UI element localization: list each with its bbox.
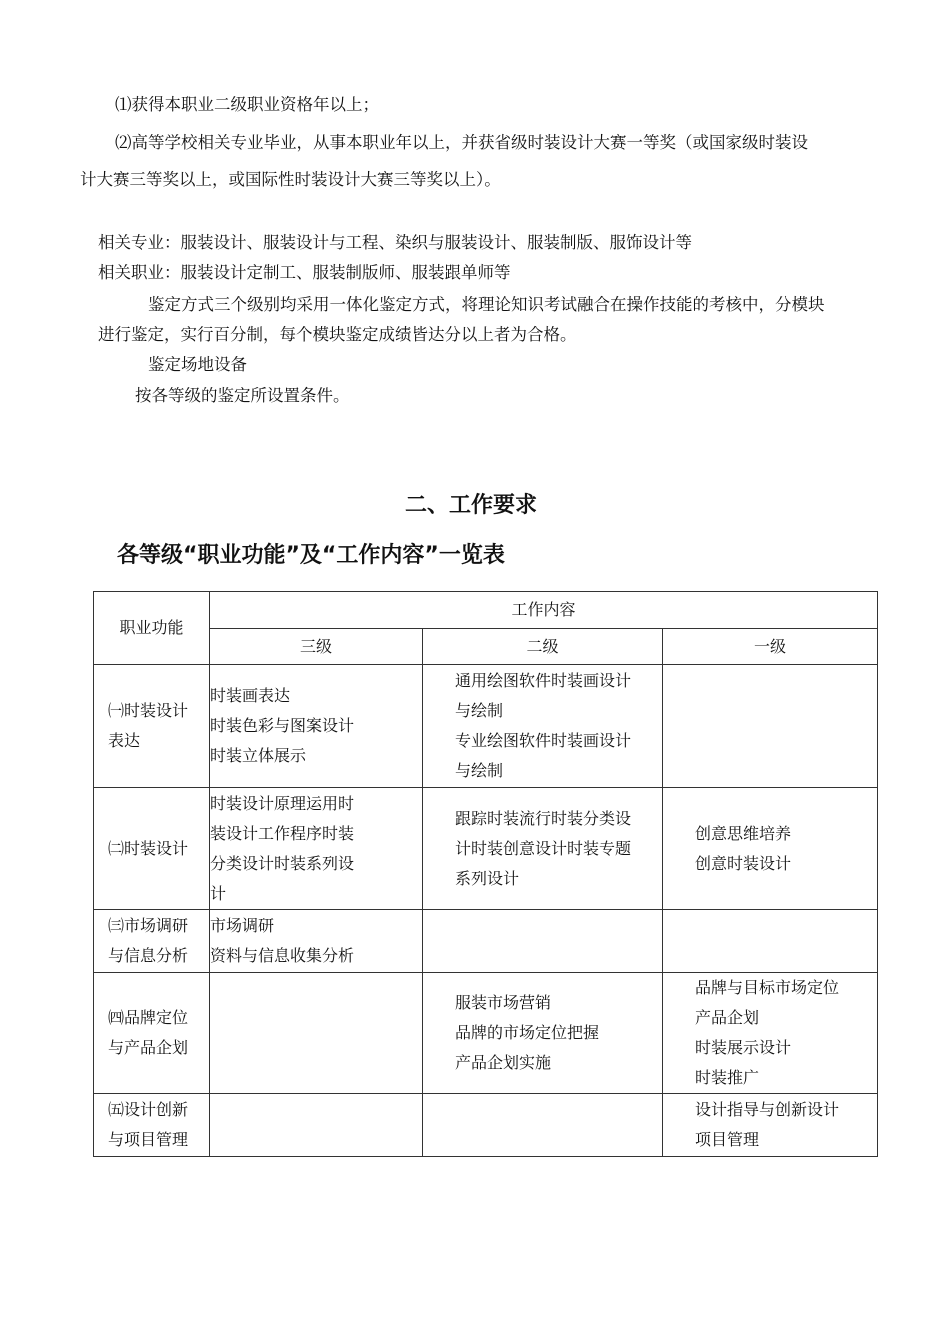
- header-level-1: 一级: [663, 629, 878, 665]
- related-jobs: 相关职业：服装设计定制工、服装制版师、服装跟单师等: [98, 263, 511, 282]
- venue-title: 鉴定场地设备: [148, 355, 247, 374]
- level-1-cell: [663, 665, 878, 788]
- table-header-row: [94, 592, 878, 629]
- header-level-3: 三级: [210, 629, 423, 665]
- requirement-2-line-1: ⑵高等学校相关专业毕业，从事本职业年以上，并获省级时装设计大赛一等奖（或国家级时装设: [115, 133, 808, 152]
- header-work-content: 工作内容: [210, 592, 878, 629]
- function-cell: ㈤设计创新 与项目管理: [94, 1094, 210, 1157]
- level-2-cell: 服装市场营销 品牌的市场定位把握 产品企划实施: [423, 973, 663, 1094]
- table-row: [94, 973, 878, 1094]
- table-title: 各等级“职业功能”及“工作内容”一览表: [117, 543, 505, 568]
- method-line-1: 鉴定方式三个级别均采用一体化鉴定方式，将理论知识考试融合在操作技能的考核中，分模块: [148, 295, 825, 314]
- level-3-cell: 时装设计原理运用时 装设计工作程序时装 分类设计时装系列设 计: [210, 788, 423, 910]
- level-3-cell: [210, 973, 423, 1094]
- function-cell: ㈠时装设计 表达: [94, 665, 210, 788]
- function-cell: ㈡时装设计: [94, 788, 210, 910]
- function-cell: ㈣品牌定位 与产品企划: [94, 973, 210, 1094]
- level-3-cell: 时装画表达 时装色彩与图案设计 时装立体展示: [210, 665, 423, 788]
- level-3-cell: 市场调研 资料与信息收集分析: [210, 910, 423, 973]
- level-2-cell: [423, 1094, 663, 1157]
- level-2-cell: 跟踪时装流行时装分类设 计时装创意设计时装专题 系列设计: [423, 788, 663, 910]
- level-1-cell: 品牌与目标市场定位 产品企划 时装展示设计 时装推广: [663, 973, 878, 1094]
- section-title: 二、工作要求: [405, 493, 538, 518]
- level-2-cell: [423, 910, 663, 973]
- table-row: [94, 788, 878, 910]
- table-row: [94, 1094, 878, 1157]
- work-content-table: [93, 591, 878, 1157]
- function-cell: ㈢市场调研 与信息分析: [94, 910, 210, 973]
- header-function: 职业功能: [94, 592, 210, 665]
- venue-text: 按各等级的鉴定所设置条件。: [135, 386, 350, 405]
- level-2-cell: 通用绘图软件时装画设计 与绘制 专业绘图软件时装画设计 与绘制: [423, 665, 663, 788]
- table-level-row: [94, 629, 878, 665]
- level-1-cell: 设计指导与创新设计 项目管理: [663, 1094, 878, 1157]
- level-1-cell: [663, 910, 878, 973]
- requirement-2-line-2: 计大赛三等奖以上，或国际性时装设计大赛三等奖以上）。: [80, 170, 501, 189]
- table-row: [94, 665, 878, 788]
- related-majors: 相关专业：服装设计、服装设计与工程、染织与服装设计、服装制版、服饰设计等: [98, 233, 692, 252]
- level-3-cell: [210, 1094, 423, 1157]
- header-level-2: 二级: [423, 629, 663, 665]
- requirement-1: ⑴获得本职业二级职业资格年以上；: [115, 95, 379, 114]
- method-line-2: 进行鉴定，实行百分制，每个模块鉴定成绩皆达分以上者为合格。: [98, 325, 577, 344]
- table-row: [94, 910, 878, 973]
- level-1-cell: 创意思维培养 创意时装设计: [663, 788, 878, 910]
